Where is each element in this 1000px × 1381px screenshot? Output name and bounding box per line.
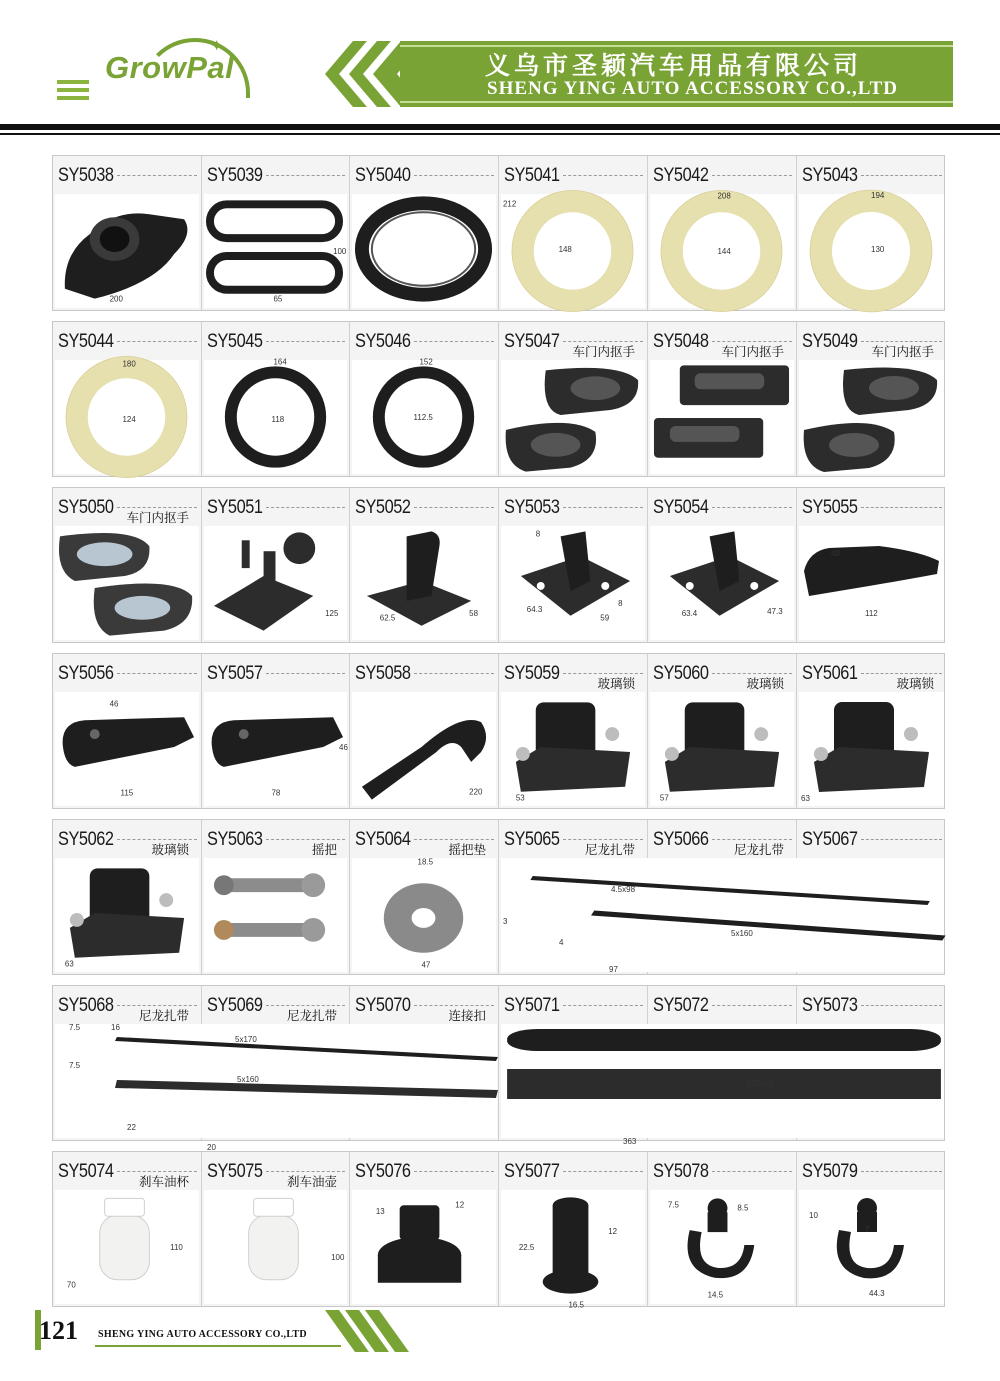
product-code: SY5063	[207, 829, 263, 850]
product-code: SY5064	[355, 829, 411, 850]
dimension-label: 12	[455, 1200, 465, 1210]
product-cell	[202, 820, 350, 974]
dimension-label: 363	[623, 1137, 637, 1146]
brake-reservoir-icon	[55, 1190, 199, 1304]
door-handle-rect-icon	[650, 360, 794, 474]
product-row	[52, 653, 945, 809]
product-code: SY5054	[653, 497, 709, 518]
dimension-label: 194	[871, 191, 885, 200]
dimension-label: 164	[273, 357, 287, 367]
hinge-knob-icon	[204, 526, 347, 640]
dimension-label: 57	[659, 793, 669, 803]
company-name-chinese: 义乌市圣颖汽车用品有限公司	[485, 51, 863, 80]
product-row	[52, 985, 945, 1152]
product-code: SY5061	[802, 663, 858, 684]
product-code: SY5075	[207, 1161, 263, 1182]
dimension-label: 8	[618, 598, 623, 608]
product-cell	[648, 488, 797, 642]
rubber-boot-icon	[55, 194, 199, 308]
dimension-label: 16.5	[568, 1300, 584, 1310]
dimension-label: 70	[66, 1280, 76, 1290]
product-code: SY5065	[504, 829, 560, 850]
dimension-label: 7.5	[69, 1023, 81, 1032]
dimension-label: 5x160	[237, 1075, 259, 1084]
product-code: SY5073	[802, 995, 858, 1016]
product-code: SY5049	[802, 331, 858, 352]
dimension-label: 47.3	[767, 606, 783, 616]
product-code: SY5046	[355, 331, 411, 352]
product-row	[52, 155, 945, 311]
dimension-label: 7	[865, 1225, 870, 1234]
company-name-english: SHENG YING AUTO ACCESSORY CO.,LTD	[487, 78, 899, 99]
dimension-label: 144	[717, 246, 731, 256]
product-cell	[202, 488, 350, 642]
product-code: SY5079	[802, 1161, 858, 1182]
dimension-label: 12	[608, 1227, 618, 1237]
dimension-label: 62.5	[379, 613, 396, 623]
dimension-label: 148	[558, 244, 572, 254]
header-divider	[0, 124, 1000, 130]
product-cell	[53, 1152, 202, 1306]
dimension-label: 200	[109, 294, 123, 304]
product-code: SY5058	[355, 663, 411, 684]
dimension-label: 22	[127, 1123, 136, 1132]
beige-washer-icon	[55, 360, 199, 474]
product-code: SY5044	[58, 331, 114, 352]
product-label: 车门内抠手	[126, 510, 189, 525]
product-code: SY5071	[504, 995, 560, 1016]
product-code: SY5043	[802, 165, 858, 186]
dimension-label: 63	[64, 959, 74, 969]
window-crank-icon	[204, 858, 347, 972]
rail-clip-icon	[55, 692, 199, 806]
page-number: 121	[39, 1316, 78, 1345]
product-code: SY5057	[207, 663, 263, 684]
dimension-label: 124	[122, 414, 136, 424]
product-grid	[52, 155, 945, 1317]
grommet-icon	[501, 1190, 645, 1310]
beige-washer-icon	[501, 194, 645, 308]
product-code: SY5053	[504, 497, 560, 518]
product-row	[52, 487, 945, 643]
brake-reservoir-icon	[204, 1190, 347, 1304]
catalog-header	[0, 0, 1000, 135]
product-code: SY5045	[207, 331, 263, 352]
dimension-label: 100	[331, 1252, 345, 1262]
product-label: 尼龙扎带	[584, 842, 635, 857]
product-cell	[797, 1152, 946, 1306]
product-code: SY5059	[504, 663, 560, 684]
dimension-label: 65	[273, 294, 283, 304]
door-handle-chrome-icon	[55, 526, 199, 640]
product-cell	[202, 654, 350, 808]
dimension-label: 110	[170, 1242, 183, 1252]
door-handle-icon	[501, 360, 645, 474]
dimension-label: 130	[871, 245, 885, 254]
beige-washer-icon	[799, 191, 944, 308]
product-row	[52, 819, 945, 975]
product-cell	[499, 488, 648, 642]
product-cell	[202, 322, 350, 476]
dimension-label: 220	[469, 787, 483, 797]
glass-lock-icon	[799, 692, 944, 806]
dimension-label: 100	[333, 246, 347, 256]
dimension-label: 3	[503, 917, 508, 926]
dimension-label: 118	[271, 414, 285, 424]
product-code: SY5066	[653, 829, 709, 850]
product-code: SY5074	[58, 1161, 114, 1182]
dimension-label: 18.5	[417, 857, 433, 867]
product-code: SY5052	[355, 497, 411, 518]
dimension-label: 5x160	[731, 929, 753, 938]
product-cell	[499, 1152, 648, 1310]
product-code: SY5041	[504, 165, 560, 186]
product-code: SY5056	[58, 663, 114, 684]
dimension-label: 115	[120, 788, 134, 798]
product-code: SY5062	[58, 829, 114, 850]
dimension-label: 46	[339, 742, 348, 752]
growpal-logo	[105, 38, 275, 98]
product-cell	[797, 156, 946, 310]
dimension-label: 4	[559, 938, 564, 947]
product-cell	[648, 156, 797, 310]
long-clip-icon	[799, 526, 944, 640]
dimension-label: 97	[609, 965, 618, 974]
product-label: 玻璃锁	[896, 676, 934, 691]
product-code: SY5051	[207, 497, 263, 518]
product-code: SY5042	[653, 165, 709, 186]
product-code: SY5055	[802, 497, 858, 518]
dimension-label: 63.4	[681, 608, 698, 618]
product-cell	[53, 654, 202, 808]
product-label: 摇把	[311, 842, 337, 857]
product-label: 刹车油杯	[138, 1174, 189, 1189]
dimension-label: 8.5	[737, 1203, 749, 1213]
logo-star-icon: ✦	[210, 38, 224, 55]
dimension-label: 22.5	[518, 1242, 535, 1252]
product-code: SY5038	[58, 165, 114, 186]
glass-lock-icon	[650, 692, 794, 806]
dimension-label: 78	[271, 788, 281, 798]
product-code: SY5070	[355, 995, 411, 1016]
dimension-label: 44.3	[869, 1289, 885, 1298]
product-code: SY5076	[355, 1161, 411, 1182]
dimension-label: 59	[600, 613, 610, 623]
dimension-label: 5x170	[235, 1035, 257, 1044]
dimension-label: 58	[469, 608, 479, 618]
dimension-label: 40	[831, 549, 840, 558]
product-cell	[648, 1152, 797, 1306]
product-cell	[797, 654, 946, 808]
dimension-label: 212	[502, 199, 517, 209]
glass-lock-icon	[55, 858, 199, 972]
dimension-label: 7.5	[667, 1200, 679, 1210]
product-label: 尼龙扎带	[733, 842, 784, 857]
dimension-label: 112	[865, 609, 878, 618]
dimension-label: 7.5	[69, 1061, 81, 1070]
product-cell	[350, 322, 499, 476]
door-handle-icon	[799, 360, 944, 474]
dimension-label: 10	[809, 1211, 818, 1220]
pipe-clip-icon	[650, 1190, 794, 1304]
brand-name: GrowPal	[105, 50, 235, 85]
product-code: SY5067	[802, 829, 858, 850]
dimension-label: 152	[419, 357, 433, 367]
product-label: 连接扣	[448, 1008, 486, 1023]
product-cell	[350, 654, 499, 808]
product-cell	[53, 488, 202, 642]
product-cell	[499, 322, 648, 476]
dimension-label: 20	[207, 1143, 216, 1152]
product-label: 摇把垫	[448, 842, 486, 857]
dimension-label: 46	[109, 699, 119, 709]
product-cell	[350, 820, 499, 974]
dimension-label: 64.3	[526, 604, 543, 614]
curved-bracket-icon	[352, 692, 496, 806]
beige-washer-icon	[650, 191, 794, 308]
product-code: SY5047	[504, 331, 560, 352]
dimension-label: 13	[375, 1207, 385, 1217]
product-label: 玻璃锁	[746, 676, 784, 691]
pipe-clip-icon	[799, 1190, 944, 1304]
dimension-label: 8	[535, 529, 541, 539]
product-cell	[797, 488, 946, 642]
dimension-label: 4.5x98	[611, 885, 636, 894]
push-rivet-icon	[352, 1190, 496, 1304]
product-label: 车门内抠手	[871, 344, 934, 359]
product-cell	[350, 488, 499, 642]
rail-clip-icon	[204, 692, 347, 806]
product-cell	[350, 1152, 499, 1306]
crank-washer-icon	[352, 858, 496, 972]
product-cell	[499, 654, 648, 808]
stripes-decoration	[57, 80, 89, 104]
product-label: 玻璃锁	[151, 842, 189, 857]
product-code: SY5040	[355, 165, 411, 186]
product-code: SY5039	[207, 165, 263, 186]
product-code: SY5069	[207, 995, 263, 1016]
dimension-label: 63	[801, 794, 810, 803]
dimension-label: 208	[717, 191, 731, 201]
bracket-clip-icon	[501, 526, 645, 640]
product-label: 车门内抠手	[721, 344, 784, 359]
product-cell	[499, 156, 648, 310]
product-cell	[648, 654, 797, 808]
product-label: 玻璃锁	[597, 676, 635, 691]
product-code: SY5048	[653, 331, 709, 352]
product-row	[52, 321, 945, 477]
dimension-label: 125	[325, 608, 339, 618]
product-cell	[797, 322, 946, 476]
product-cell	[350, 156, 499, 310]
bracket-clip-icon	[650, 526, 794, 640]
product-code: SY5050	[58, 497, 114, 518]
product-code: SY5060	[653, 663, 709, 684]
product-cell	[648, 322, 797, 476]
threaded-ring-icon	[352, 194, 496, 308]
footer-company-name: SHENG YING AUTO ACCESSORY CO.,LTD	[98, 1329, 307, 1340]
glass-lock-icon	[501, 692, 645, 806]
black-washer-icon	[204, 357, 347, 474]
oval-gaskets-icon	[204, 194, 347, 308]
push-tie-icon	[55, 1023, 497, 1152]
dimension-label: 14.5	[707, 1290, 724, 1300]
dimension-label: 47	[421, 960, 431, 970]
product-cell	[53, 820, 202, 974]
dimension-label: 112.5	[413, 412, 433, 422]
product-code: SY5072	[653, 995, 709, 1016]
product-code: SY5068	[58, 995, 114, 1016]
dimension-label: 255x33	[747, 1079, 774, 1088]
product-label: 尼龙扎带	[286, 1008, 337, 1023]
dimension-label: 180	[122, 359, 136, 369]
product-code: SY5078	[653, 1161, 709, 1182]
wedge-clip-icon	[352, 526, 496, 640]
page-footer	[35, 1310, 435, 1355]
product-cell	[202, 1152, 350, 1306]
product-row	[52, 1151, 945, 1310]
black-washer-icon	[352, 357, 496, 474]
footer-stripes-icon	[325, 1310, 415, 1352]
product-label: 刹车油壶	[286, 1174, 337, 1189]
product-cell	[53, 322, 202, 476]
product-code: SY5077	[504, 1161, 560, 1182]
product-cell	[53, 156, 202, 310]
dimension-label: 16	[111, 1023, 120, 1032]
cable-tie-icon	[501, 858, 944, 972]
product-label: 尼龙扎带	[138, 1008, 189, 1023]
rubber-strip-icon	[501, 1024, 944, 1146]
product-cell	[202, 156, 350, 310]
dimension-label: 53	[515, 793, 525, 803]
product-label: 车门内抠手	[572, 344, 635, 359]
